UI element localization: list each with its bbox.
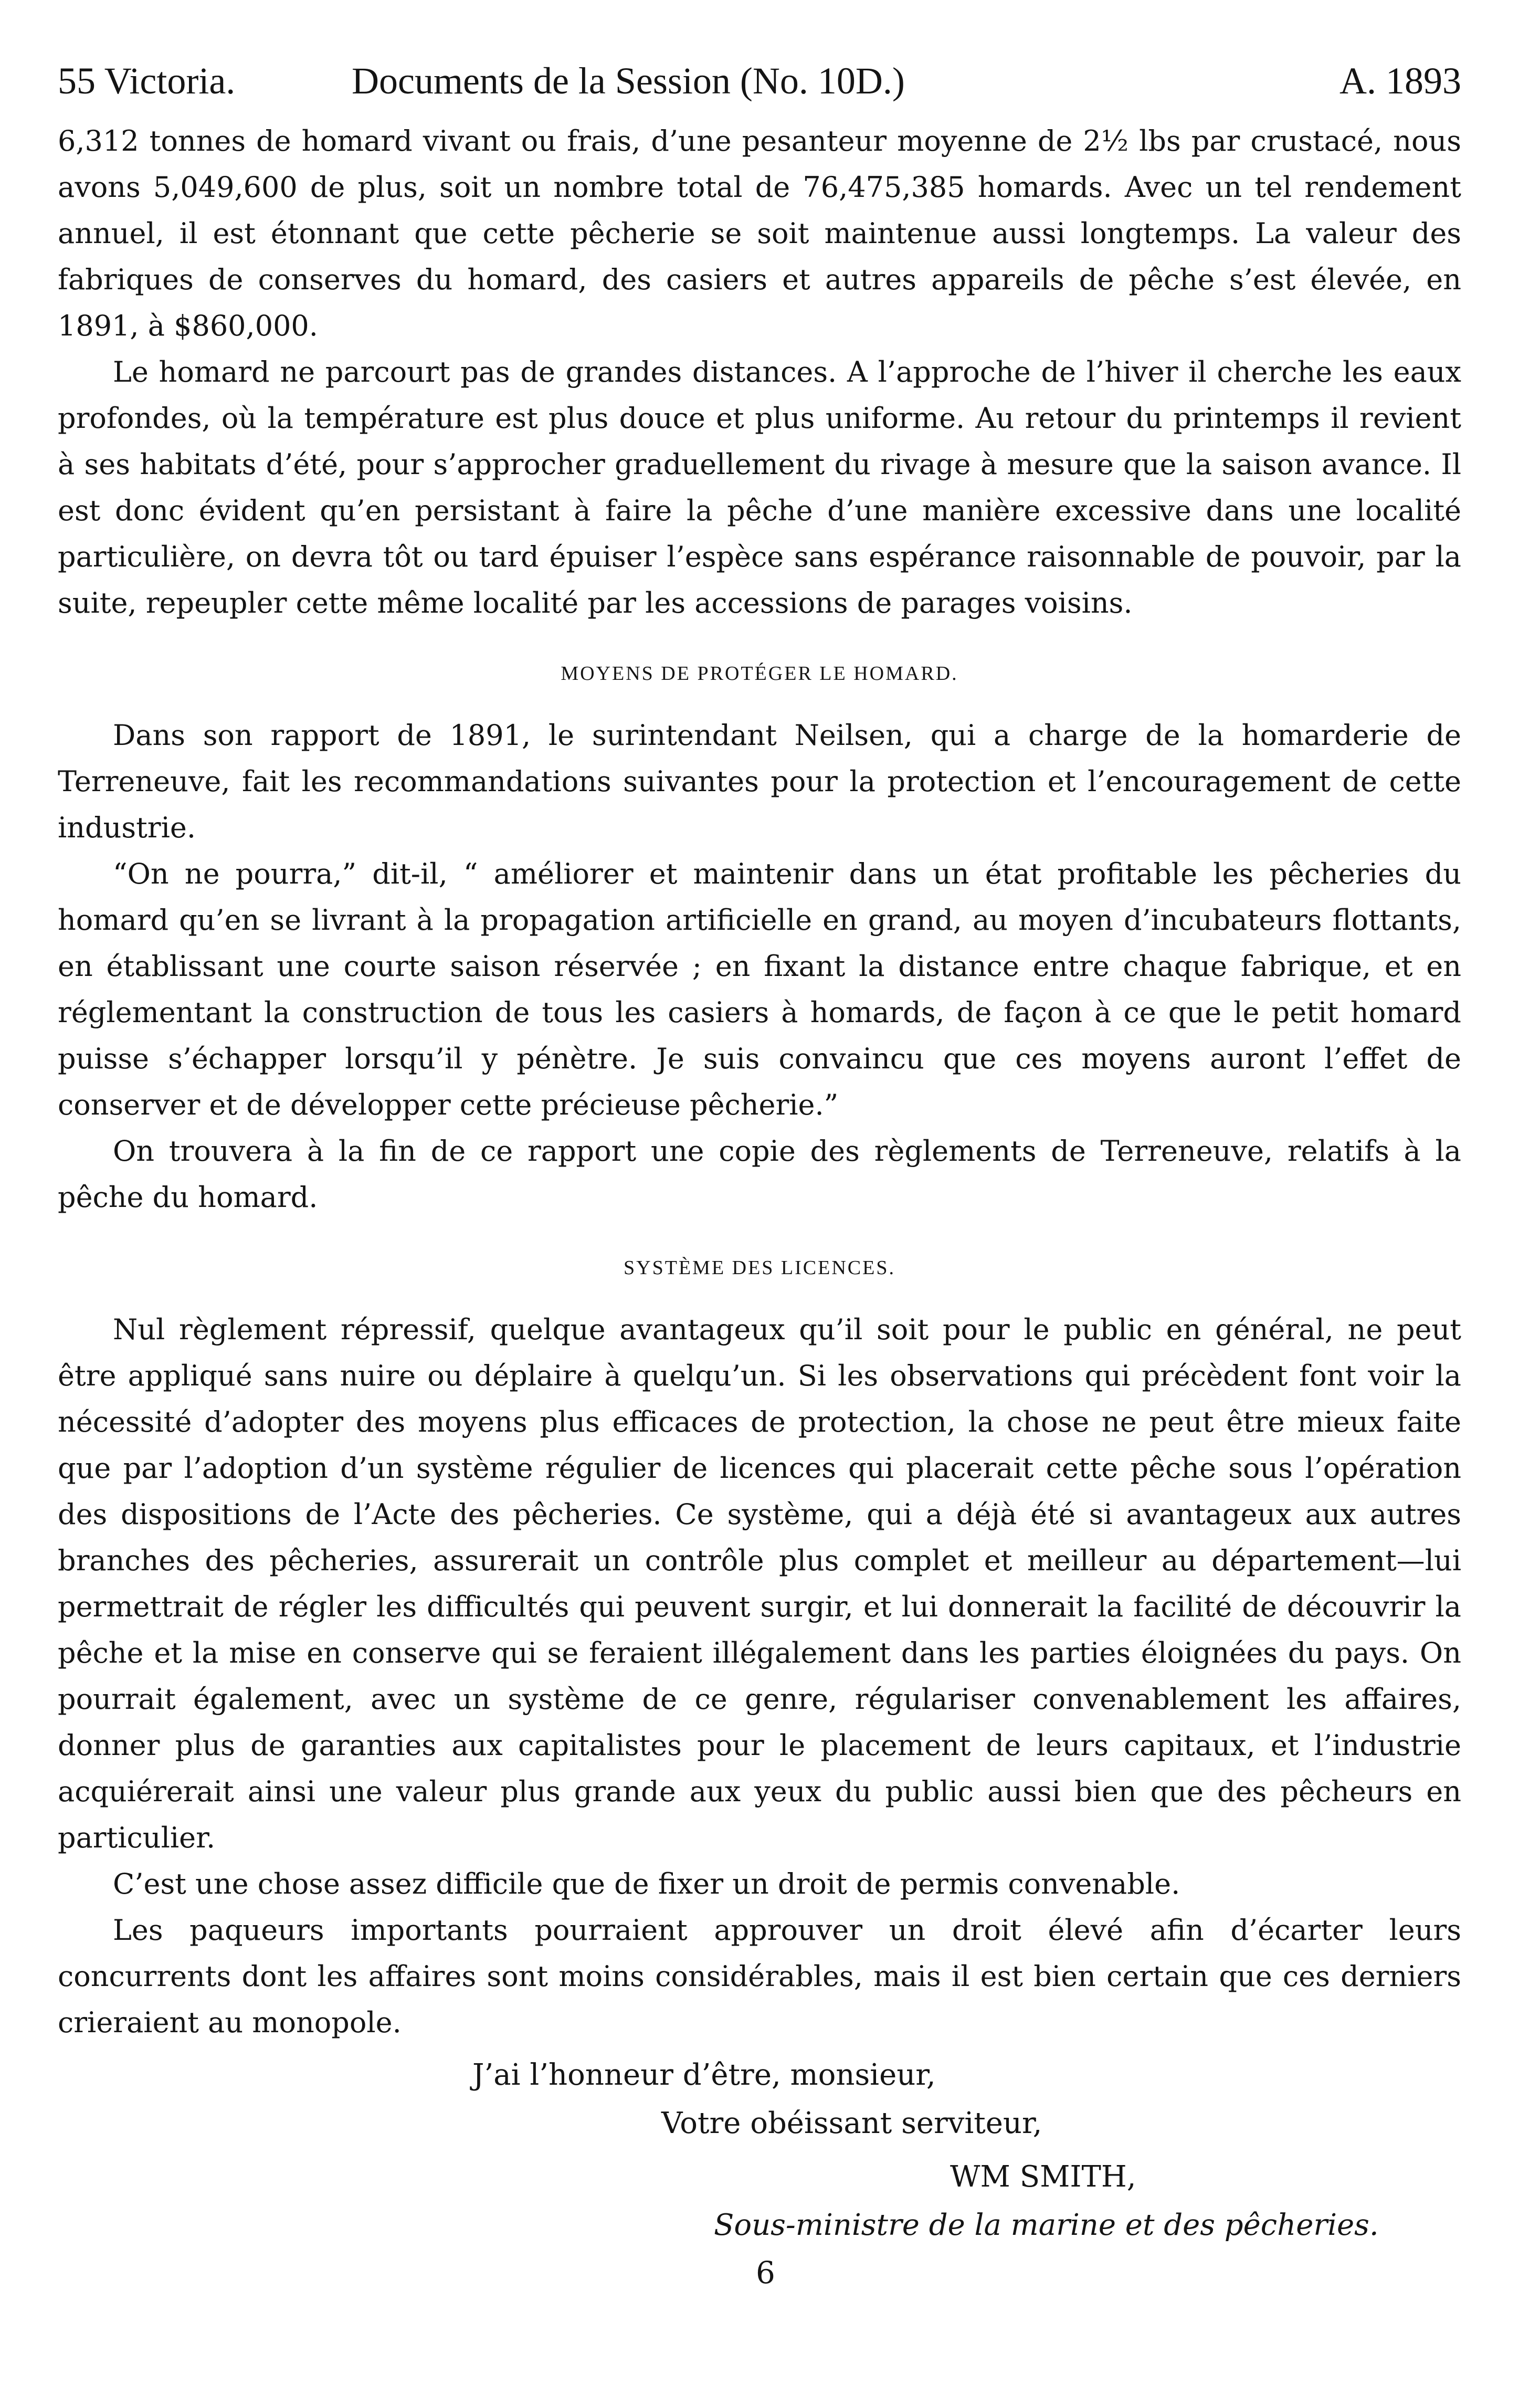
paragraph: Les paqueurs importants pourraient approuver un droit élevé afin d’écarter leurs concurrents dont les affaires sont moins considérables, mais il est bien certain que ces derniers crieraient au monopole. <box>58 1914 1461 2039</box>
signatory-title: Sous-ministre de la marine et des pêcheries. <box>714 2208 1379 2242</box>
closing-line: J’ai l’honneur d’être, monsieur, <box>472 2058 936 2092</box>
page-number: 6 <box>756 2255 775 2291</box>
page-header <box>58 50 1461 118</box>
paragraph: On trouvera à la fin de ce rapport une copie des règlements de Terreneuve, relatifs à la pêche du homard. <box>58 1134 1461 1214</box>
signature-block <box>58 2051 1461 2250</box>
paragraph: Le homard ne parcourt pas de grandes distances. A l’approche de l’hiver il cherche les eaux profondes, où la température est plus douce et plus uniforme. Au retour du printemps il revient à ses habitats d’été, pour s’approcher graduellement du rivage à mesure que la saison avance. Il est donc évident qu’en persistant à faire la pêche d’une manière excessive dans une localité particulière, on devra tôt ou tard épuiser l’espèce sans espérance raisonnable de pouvoir, par la suite, repeupler cette même localité par les accessions de parages voisins. <box>58 355 1461 619</box>
paragraph: 6,312 tonnes de homard vivant ou frais, d’une pesanteur moyenne de 2½ lbs par crustacé, nous avons 5,049,600 de plus, soit un nombre total de 76,475,385 homards. Avec un tel rendement annuel, il est étonnant que cette pêcherie se soit maintenue aussi longtemps. La valeur des fabriques de conserves du homard, des casiers et autres appareils de pêche s’est élevée, en 1891, à $860,000. <box>58 124 1461 342</box>
document-body <box>58 118 1461 2046</box>
section-heading: MOYENS DE PROTÉGER LE HOMARD. <box>561 663 958 685</box>
signatory-name: WM SMITH, <box>950 2160 1136 2194</box>
header-series: A. 1893 <box>1339 60 1461 102</box>
servant-line: Votre obéissant serviteur, <box>661 2106 1042 2140</box>
paragraph: “On ne pourra,” dit-il, “ améliorer et maintenir dans un état profitable les pêcheries du homard qu’en se livrant à la propagation artificielle en grand, au moyen d’incubateurs flottants, en établissant une courte saison réservée ; en fixant la distance entre chaque fabrique, et en réglementant la construction de tous les casiers à homards, de façon à ce que le petit homard puisse s’échapper lorsqu’il y pénètre. Je suis convaincu que ces moyens auront l’effet de conserver et de développer cette précieuse pêcherie.” <box>58 857 1461 1121</box>
paragraph: Dans son rapport de 1891, le surintendant Neilsen, qui a charge de la homarderie de Terreneuve, fait les recommandations suivantes pour la protection et l’encouragement de cette industrie. <box>58 719 1461 844</box>
section-heading: SYSTÈME DES LICENCES. <box>624 1257 895 1279</box>
paragraph: Nul règlement répressif, quelque avantageux qu’il soit pour le public en général, ne peut être appliqué sans nuire ou déplaire à quelqu’un. Si les observations qui précèdent font voir la nécessité d’adopter des moyens plus efficaces de protection, la chose ne peut être mieux faite que par l’adoption d’un système régulier de licences qui placerait cette pêche sous l’opération des dispositions de l’Acte des pêcheries. Ce système, qui a déjà été si avantageux aux autres branches des pêcheries, assurerait un contrôle plus complet et meilleur au département—lui permettrait de régler les difficultés qui peuvent surgir, et lui donnerait la facilité de découvrir la pêche et la mise en conserve qui se feraient illégalement dans les parties éloignées du pays. On pourrait également, avec un système de ce genre, régulariser convenablement les affaires, donner plus de garanties aux capitalistes pour le placement de leurs capitaux, et l’industrie acquiérerait ainsi une valeur plus grande aux yeux du public aussi bien que des pêcheurs en particulier. <box>58 1313 1461 1854</box>
header-session-year: 55 Victoria. <box>58 60 236 102</box>
paragraph: C’est une chose assez difficile que de fixer un droit de permis convenable. <box>113 1867 1180 1900</box>
header-document-title: Documents de la Session (No. 10D.) <box>352 60 905 102</box>
